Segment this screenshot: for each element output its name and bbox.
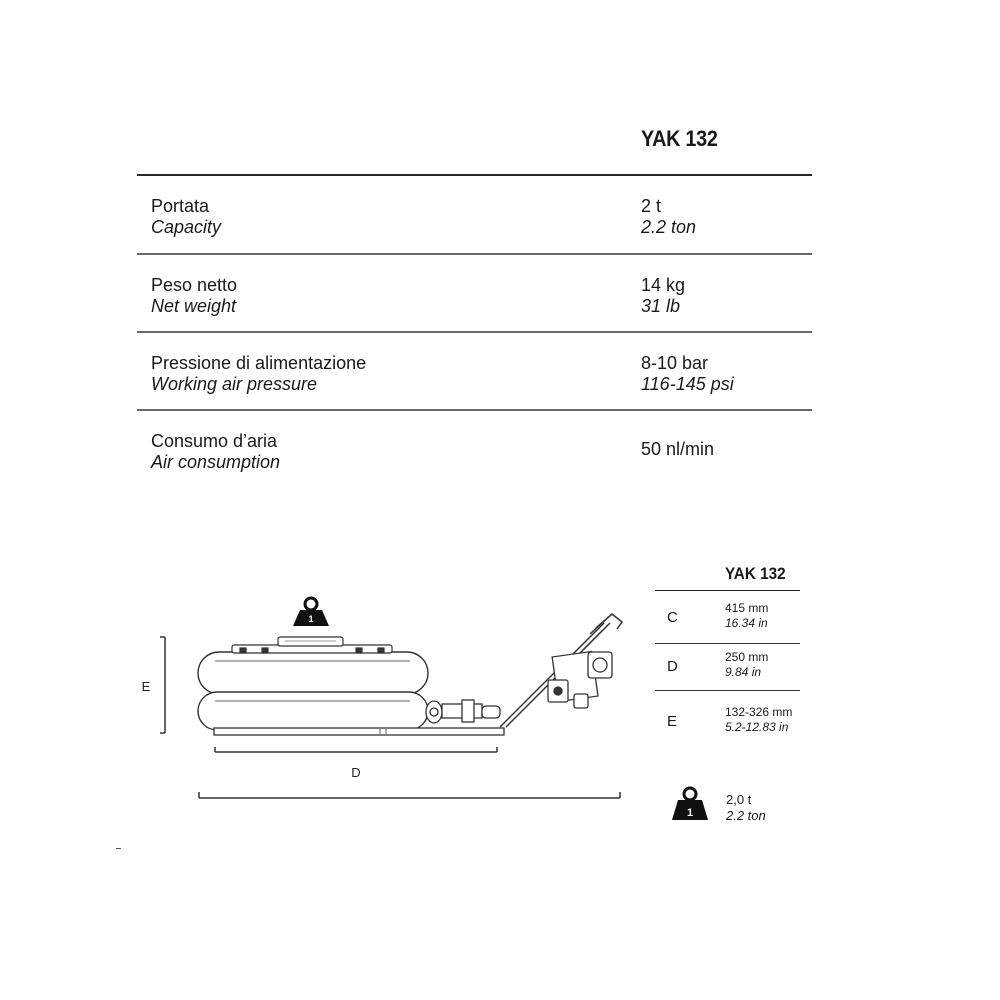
dimension-letter: D: [667, 658, 678, 675]
dimension-d-bracket: [215, 747, 497, 752]
label-italian: Peso netto: [151, 275, 238, 295]
air-valve: [426, 700, 500, 723]
weight-icon: [293, 598, 329, 626]
dimension-values: [725, 601, 768, 631]
label-italian: Portata: [151, 196, 210, 216]
dimension-table-title: YAK 132: [725, 564, 786, 583]
weight-icon-label: 1: [308, 614, 314, 624]
dimension-values: [725, 650, 768, 680]
dimension-metric: 415 mm: [725, 601, 769, 615]
dimension-e-label: E: [141, 679, 151, 694]
dimension-row-c: [655, 590, 800, 643]
dimension-row-d: [655, 643, 800, 690]
value-metric: 2 t: [641, 196, 662, 216]
label-italian: Pressione di alimentazione: [151, 353, 367, 373]
dimension-table: [655, 590, 800, 749]
base-plate: [214, 728, 504, 735]
label-english: Capacity: [151, 217, 222, 237]
value-metric: 8-10 bar: [641, 353, 709, 373]
capacity-weight-icon: [672, 786, 712, 826]
value-imperial: 116-145 psi: [641, 374, 734, 394]
control-box: [548, 651, 612, 708]
capacity-imperial: 2.2 ton: [726, 808, 766, 823]
label-english: Air consumption: [151, 452, 281, 472]
dimension-metric: 250 mm: [725, 650, 769, 664]
dimension-letter: E: [667, 713, 678, 730]
value-imperial: 31 lb: [641, 296, 681, 316]
dimension-d-label: D: [351, 765, 361, 780]
value-metric: 14 kg: [641, 275, 686, 295]
label-italian: Consumo d’aria: [151, 431, 278, 451]
dimension-row-e: [655, 690, 800, 749]
capacity-metric: 2,0 t: [726, 792, 752, 807]
spec-value: 50 nl/min: [641, 439, 715, 459]
dimension-imperial: 16.34 in: [725, 616, 768, 630]
label-english: Net weight: [151, 296, 237, 316]
dimension-values: [725, 705, 792, 735]
capacity-values: [726, 792, 766, 824]
dimension-c-bracket: [199, 792, 620, 798]
dimension-imperial: 9.84 in: [725, 665, 762, 679]
dimension-metric: 132-326 mm: [725, 705, 793, 719]
value-imperial: 2.2 ton: [641, 217, 697, 237]
label-english: Working air pressure: [151, 374, 318, 394]
dimension-e-bracket: [160, 637, 165, 733]
stray-mark: [116, 848, 121, 849]
dimension-imperial: 5.2-12.83 in: [725, 720, 789, 734]
top-plate: [232, 637, 392, 653]
capacity-weight-icon-label: 1: [686, 807, 694, 819]
spec-model-title: YAK 132: [641, 126, 718, 151]
dimension-letter: C: [667, 609, 678, 626]
air-cushions: [198, 652, 428, 730]
